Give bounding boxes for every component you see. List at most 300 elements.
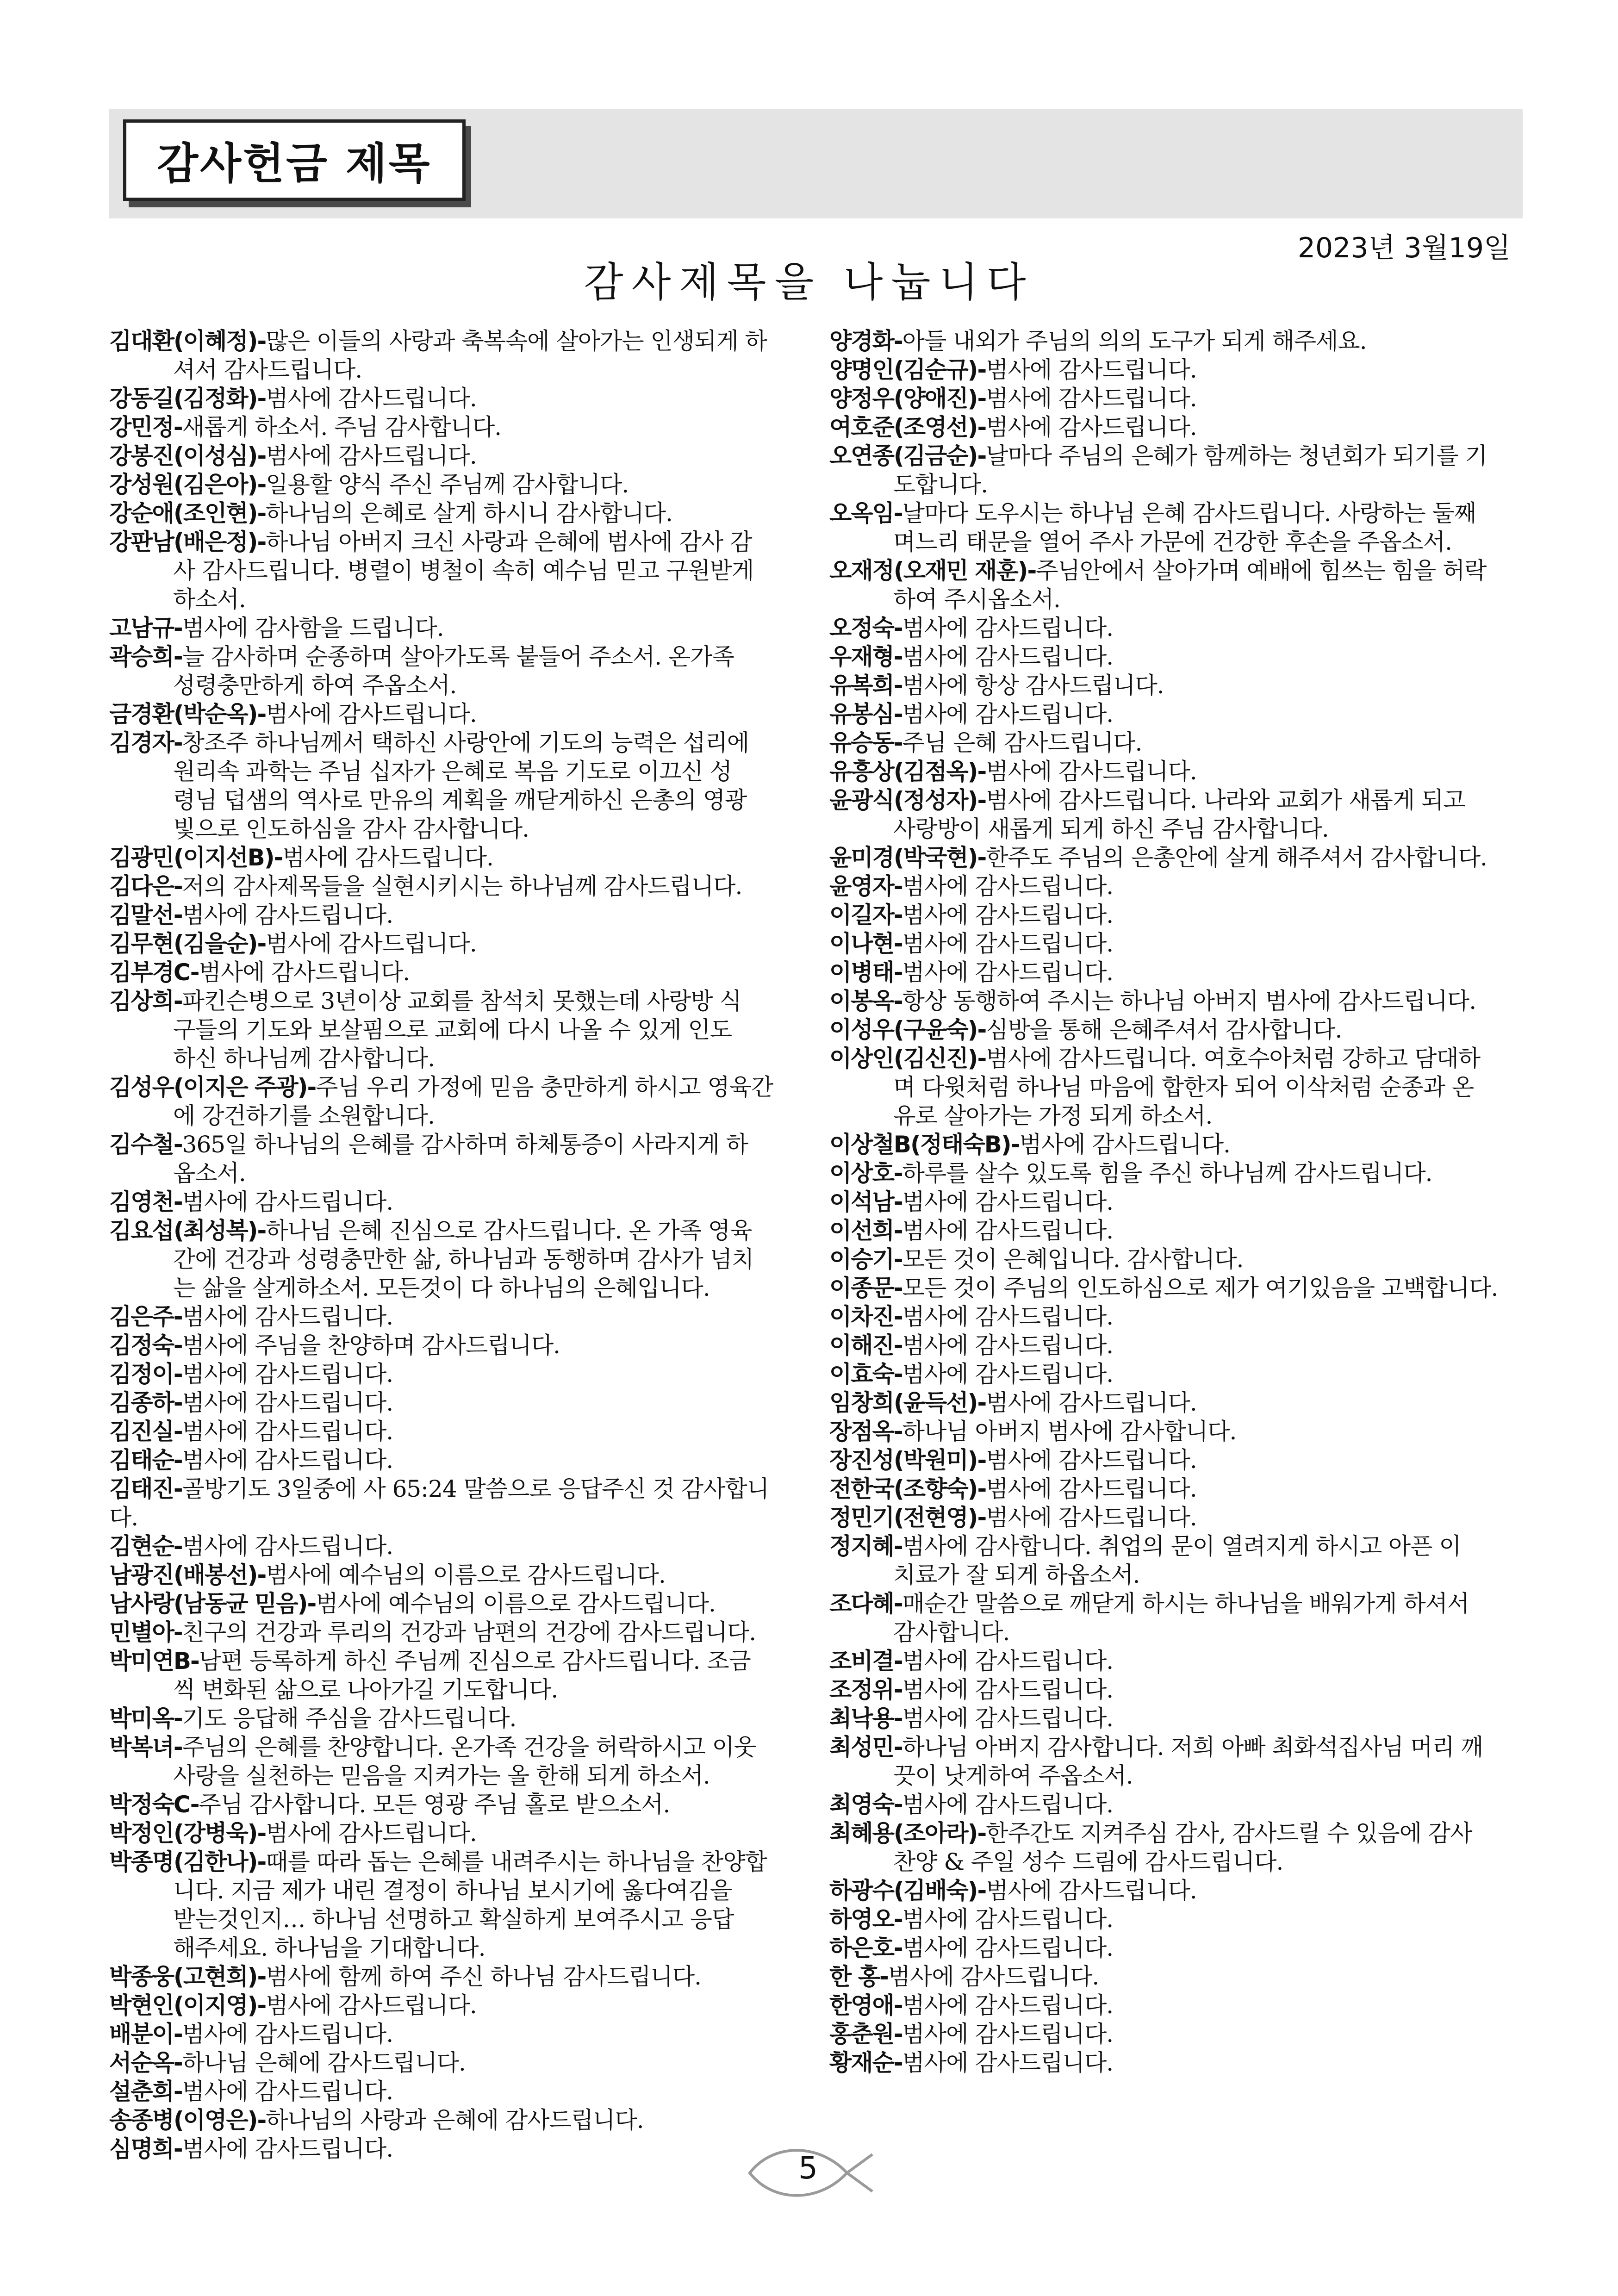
entry bbox=[829, 442, 1524, 499]
entry bbox=[829, 1159, 1524, 1188]
entry-name: 이길자 bbox=[829, 902, 894, 928]
entry bbox=[109, 1647, 785, 1704]
entry bbox=[109, 1991, 785, 2020]
entry-dash: - bbox=[307, 1590, 316, 1617]
entry-name: 박미연B bbox=[109, 1648, 191, 1674]
entry-message-line: 범사에 감사드립니다. bbox=[986, 414, 1197, 441]
entry-dash: - bbox=[173, 1361, 182, 1388]
entry bbox=[109, 1388, 785, 1417]
entry-dash: - bbox=[1027, 557, 1036, 584]
entry-dash: - bbox=[173, 1619, 182, 1646]
entry bbox=[829, 642, 1524, 671]
entry-dash: - bbox=[893, 1992, 902, 2019]
entry bbox=[109, 1589, 785, 1618]
entry-dash: - bbox=[307, 1074, 316, 1101]
entry-name: 전한국(조향숙) bbox=[829, 1475, 977, 1502]
entry-name: 김정이 bbox=[109, 1361, 174, 1388]
entry-message-line: 도합니다. bbox=[893, 471, 988, 498]
page-number: 5 bbox=[798, 2150, 818, 2186]
entry-message-line: 범사에 감사함을 드립니다. bbox=[182, 615, 444, 641]
entry bbox=[829, 1675, 1524, 1704]
entry bbox=[109, 470, 785, 499]
entry-name: 김광민(이지선B) bbox=[109, 844, 274, 871]
entry-message-line: 주님 감사합니다. 모든 영광 주님 홀로 받으소서. bbox=[199, 1791, 670, 1818]
entry-message-line: 성령충만하게 하여 주옵소서. bbox=[173, 672, 457, 699]
entry-dash: - bbox=[257, 2107, 266, 2134]
entry bbox=[829, 327, 1524, 355]
entry bbox=[829, 671, 1524, 700]
entry-dash: - bbox=[173, 615, 182, 641]
entry-name: 강판남(배은정) bbox=[109, 529, 257, 555]
entry-message-line: 범사에 감사드립니다. bbox=[902, 959, 1114, 986]
entry-name: 박현인(이지영) bbox=[109, 1992, 257, 2019]
entry bbox=[829, 1503, 1524, 1532]
entry bbox=[109, 1188, 785, 1216]
entry bbox=[829, 700, 1524, 728]
entry-dash: - bbox=[173, 1418, 182, 1445]
entry-dash: - bbox=[893, 729, 902, 756]
entry-message-line: 범사에 감사드립니다. bbox=[182, 902, 393, 928]
entry bbox=[109, 1475, 785, 1532]
entry-message-line: 하나님의 은혜로 살게 하시니 감사합니다. bbox=[266, 500, 672, 527]
entry bbox=[109, 2048, 785, 2077]
entry-message-line: 범사에 감사드립니다. bbox=[182, 2135, 393, 2162]
entry-dash: - bbox=[893, 902, 902, 928]
entry bbox=[829, 1044, 1524, 1130]
entry bbox=[829, 355, 1524, 384]
entry-dash: - bbox=[173, 1332, 182, 1359]
entry bbox=[829, 2020, 1524, 2048]
entry-message-line: 하나님 은혜 진심으로 감사드립니다. 온 가족 영육 bbox=[266, 1217, 752, 1244]
entry-message-line: 범사에 감사드립니다. bbox=[182, 1418, 393, 1445]
entry-name: 장진성(박원미) bbox=[829, 1447, 977, 1474]
entry-message-line: 범사에 감사드립니다. bbox=[902, 1361, 1114, 1388]
entry-dash: - bbox=[977, 1475, 986, 1502]
entry-dash: - bbox=[893, 1533, 902, 1560]
entry-dash: - bbox=[257, 930, 266, 957]
entry-message-line: 받는것인지… 하나님 선명하고 확실하게 보여주시고 응답 bbox=[173, 1906, 734, 1933]
entry-dash: - bbox=[257, 701, 266, 728]
entry-message-line: 사 감사드립니다. 병렬이 병철이 속히 예수님 믿고 구원받게 bbox=[173, 557, 754, 584]
entry bbox=[829, 958, 1524, 987]
entry-name: 조비결 bbox=[829, 1648, 894, 1674]
entry-message-line: 주님의 은혜를 찬양합니다. 온가족 건강을 허락하시고 이웃 bbox=[182, 1734, 756, 1761]
entry-dash: - bbox=[977, 844, 986, 871]
entry-dash: - bbox=[893, 1303, 902, 1330]
entry-message-line: 범사에 감사드립니다. bbox=[986, 1877, 1197, 1904]
entry-dash: - bbox=[274, 844, 283, 871]
entry-name: 홍춘원 bbox=[829, 2021, 894, 2047]
entry-dash: - bbox=[173, 988, 182, 1014]
entry-dash: - bbox=[977, 758, 986, 785]
entry-name: 이상인(김신진) bbox=[829, 1045, 977, 1072]
entry-message-line: 범사에 감사드립니다. bbox=[266, 442, 477, 469]
entry-message-line: 범사에 감사드립니다. bbox=[986, 1389, 1197, 1416]
entry-message-line: 범사에 감사드립니다. bbox=[902, 615, 1114, 641]
entry-message-line: 범사에 감사드립니다. bbox=[182, 1303, 393, 1330]
entry-dash: - bbox=[977, 1389, 986, 1416]
entry-message-line: 친구의 건강과 루리의 건강과 남편의 건강에 감사드립니다. bbox=[182, 1619, 756, 1646]
entry bbox=[829, 1589, 1524, 1647]
entry-message-line: 모든 것이 주님의 인도하심으로 제가 여기있음을 고백합니다. bbox=[902, 1275, 1498, 1301]
entry-message-line: 범사에 감사드립니다. bbox=[266, 1820, 477, 1847]
entry-message-line: 범사에 감사드립니다. bbox=[182, 1188, 393, 1215]
entry bbox=[109, 1962, 785, 1991]
entry-dash: - bbox=[257, 1562, 266, 1588]
entry bbox=[829, 384, 1524, 413]
entry-message-line: 아들 내외가 주님의 의의 도구가 되게 해주세요. bbox=[902, 328, 1367, 355]
entry-name: 윤광식(정성자) bbox=[829, 787, 977, 814]
entry-dash: - bbox=[190, 1791, 199, 1818]
entry-dash: - bbox=[893, 1361, 902, 1388]
entry-dash: - bbox=[893, 615, 902, 641]
entry-dash: - bbox=[257, 471, 266, 498]
entry bbox=[829, 872, 1524, 901]
entry bbox=[109, 327, 785, 384]
entry bbox=[109, 2134, 785, 2163]
entry-dash: - bbox=[893, 1648, 902, 1674]
entry bbox=[829, 1388, 1524, 1417]
entry-name: 심명희 bbox=[109, 2135, 174, 2162]
entry-dash: - bbox=[977, 442, 986, 469]
entry-message-line: 범사에 감사드립니다. bbox=[266, 1992, 477, 2019]
entry-message-line: 범사에 감사드립니다. bbox=[902, 1935, 1114, 1961]
entry-name: 이해진 bbox=[829, 1332, 894, 1359]
entry-dash: - bbox=[173, 414, 182, 441]
entry-dash: - bbox=[257, 1217, 266, 1244]
entry-dash: - bbox=[173, 2078, 182, 2105]
entry bbox=[829, 413, 1524, 442]
entry bbox=[829, 987, 1524, 1015]
entry-message-line: 범사에 감사드립니다. bbox=[902, 1648, 1114, 1674]
entry bbox=[829, 1819, 1524, 1876]
entry-dash: - bbox=[893, 1676, 902, 1703]
entry-message-line: 옵소서. bbox=[173, 1160, 246, 1187]
entry-dash: - bbox=[893, 1705, 902, 1732]
entry bbox=[109, 1561, 785, 1589]
entry-message-line: 하소서. bbox=[173, 586, 246, 613]
entry-name: 여호준(조영선) bbox=[829, 414, 977, 441]
entry bbox=[109, 1704, 785, 1733]
entry bbox=[829, 728, 1524, 757]
entry-message-line: 범사에 감사드립니다. bbox=[986, 1475, 1197, 1502]
entry-dash: - bbox=[893, 1275, 902, 1301]
page-footer bbox=[741, 2138, 879, 2208]
entry-name: 남사랑(남동균 믿음) bbox=[109, 1590, 307, 1617]
entry-name: 이봉옥 bbox=[829, 988, 894, 1014]
entry-message-line: 365일 하나님의 은혜를 감사하며 하체통증이 사라지게 하 bbox=[182, 1131, 748, 1158]
entry bbox=[829, 1962, 1524, 1991]
entry-name: 이선희 bbox=[829, 1217, 894, 1244]
entry-dash: - bbox=[893, 930, 902, 957]
entry-message-line: 며느리 태문을 열어 주사 가문에 건강한 후손을 주옵소서. bbox=[893, 529, 1452, 555]
entry-dash: - bbox=[893, 1590, 902, 1617]
entry-dash: - bbox=[257, 1820, 266, 1847]
entry-dash: - bbox=[893, 988, 902, 1014]
entry-dash: - bbox=[977, 1447, 986, 1474]
entry-message-line: 범사에 예수님의 이름으로 감사드립니다. bbox=[316, 1590, 716, 1617]
entry-name: 오옥임 bbox=[829, 500, 894, 527]
entry-name: 최성민 bbox=[829, 1734, 894, 1761]
entry bbox=[829, 1876, 1524, 1905]
entry-name: 박미옥 bbox=[109, 1705, 174, 1732]
entry-message-line: 범사에 감사드립니다. bbox=[182, 2078, 393, 2105]
entry-name: 윤미경(박국현) bbox=[829, 844, 977, 871]
entry-message-line: 범사에 감사드립니다. bbox=[902, 2021, 1114, 2047]
entry bbox=[829, 614, 1524, 642]
entry-name: 최혜용(조아라) bbox=[829, 1820, 977, 1847]
entry-dash: - bbox=[257, 328, 266, 355]
entry-dash: - bbox=[173, 1131, 182, 1158]
entry-dash: - bbox=[893, 2021, 902, 2047]
entry-message-line: 범사에 감사드립니다. bbox=[902, 701, 1114, 728]
entry-message-line: 하나님 아버지 크신 사랑과 은혜에 범사에 감사 감 bbox=[266, 529, 752, 555]
entry-dash: - bbox=[173, 902, 182, 928]
entry-name: 이상호 bbox=[829, 1160, 894, 1187]
entry-message-line: 범사에 감사드립니다. bbox=[986, 1447, 1197, 1474]
entry-name: 유복희 bbox=[829, 672, 894, 699]
entry-message-line: 한주간도 지켜주심 감사, 감사드릴 수 있음에 감사 bbox=[986, 1820, 1472, 1847]
entry-name: 조정위 bbox=[829, 1676, 894, 1703]
entry-name: 설춘희 bbox=[109, 2078, 174, 2105]
entry-dash: - bbox=[893, 701, 902, 728]
entry-dash: - bbox=[893, 1418, 902, 1445]
entry-name: 정민기(전현영) bbox=[829, 1504, 977, 1531]
entry bbox=[829, 1216, 1524, 1245]
entry-message-line: 범사에 감사드립니다. bbox=[182, 1389, 393, 1416]
entry-dash: - bbox=[977, 1877, 986, 1904]
entry-name: 김부경C bbox=[109, 959, 190, 986]
entry bbox=[829, 843, 1524, 872]
entry bbox=[829, 1446, 1524, 1475]
entry bbox=[829, 1934, 1524, 1962]
entry-dash: - bbox=[977, 356, 986, 383]
entry-name: 강성원(김은아) bbox=[109, 471, 257, 498]
entry-dash: - bbox=[173, 1734, 182, 1761]
entry-name: 김태순 bbox=[109, 1447, 174, 1474]
entry bbox=[829, 901, 1524, 929]
entry-message-line: 원리속 과학는 주님 십자가 은혜로 복음 기도로 이끄신 성 bbox=[173, 758, 732, 785]
entry-name: 오재정(오재민 재훈) bbox=[829, 557, 1027, 584]
entry-message-line: 하나님 아버지 감사합니다. 저희 아빠 최화석집사님 머리 깨 bbox=[902, 1734, 1483, 1761]
entry-dash: - bbox=[893, 1734, 902, 1761]
entry bbox=[829, 1274, 1524, 1302]
entry-dash: - bbox=[257, 1963, 266, 1990]
entry-name: 김진실 bbox=[109, 1418, 174, 1445]
entry-name: 이차진 bbox=[829, 1303, 894, 1330]
entry bbox=[829, 556, 1524, 614]
entry-message-line: 범사에 감사드립니다. 여호수아처럼 강하고 담대하 bbox=[986, 1045, 1481, 1072]
entry bbox=[109, 700, 785, 728]
entry-message-line: 범사에 감사합니다. 취업의 문이 열려지게 하시고 아픈 이 bbox=[902, 1533, 1461, 1560]
entry bbox=[109, 1417, 785, 1446]
entry-dash: - bbox=[893, 1935, 902, 1961]
entry bbox=[109, 987, 785, 1073]
entry-name: 김무현(김을순) bbox=[109, 930, 257, 957]
entry-message-line: 범사에 감사드립니다. bbox=[182, 1447, 393, 1474]
entry-name: 이석남 bbox=[829, 1188, 894, 1215]
entry-name: 김현순 bbox=[109, 1533, 174, 1560]
entry bbox=[109, 1446, 785, 1475]
entry-message-line: 범사에 감사드립니다. bbox=[199, 959, 410, 986]
entry bbox=[109, 642, 785, 700]
entry bbox=[109, 1331, 785, 1360]
entry-message-line: 범사에 감사드립니다. 나라와 교회가 새롭게 되고 bbox=[986, 787, 1465, 814]
entry-name: 이병태 bbox=[829, 959, 894, 986]
entry-message-line: 범사에 감사드립니다. bbox=[902, 873, 1114, 900]
entry-message-line: 범사에 감사드립니다. bbox=[986, 356, 1197, 383]
entry-dash: - bbox=[977, 1016, 986, 1043]
entry bbox=[109, 442, 785, 470]
entry-message-line: 사랑을 실천하는 믿음을 지켜가는 올 한해 되게 하소서. bbox=[173, 1762, 710, 1789]
entry-name: 하영오 bbox=[829, 1906, 894, 1933]
entry-message-line: 범사에 예수님의 이름으로 감사드립니다. bbox=[266, 1562, 666, 1588]
entry-dash: - bbox=[173, 1389, 182, 1416]
entry bbox=[109, 1618, 785, 1647]
entry-message-line: 니다. 지금 제가 내린 결정이 하나님 보시기에 옳다여김을 bbox=[173, 1877, 732, 1904]
entry-message-line: 범사에 감사드립니다. bbox=[1019, 1131, 1230, 1158]
entry-name: 송종병(이영은) bbox=[109, 2107, 257, 2134]
entry bbox=[829, 1475, 1524, 1503]
entry-message-line: 주님 우리 가정에 믿음 충만하게 하시고 영육간 bbox=[316, 1074, 773, 1101]
entry-name: 최영숙 bbox=[829, 1791, 894, 1818]
entry-message-line: 유로 살아가는 가정 되게 하소서. bbox=[893, 1102, 1213, 1129]
entry-message-line: 항상 동행하여 주시는 하나님 아버지 범사에 감사드립니다. bbox=[902, 988, 1476, 1014]
subtitle: 감사제목을 나눕니다 bbox=[584, 258, 1034, 306]
entry-dash: - bbox=[257, 385, 266, 412]
entry bbox=[829, 1790, 1524, 1819]
entry-message-line: 령님 덥샘의 역사로 만유의 계획을 깨닫게하신 은총의 영광 bbox=[173, 787, 747, 814]
entry-name: 유흥상(김점옥) bbox=[829, 758, 977, 785]
entry bbox=[829, 757, 1524, 786]
entry-name: 이상철B(정태숙B) bbox=[829, 1131, 1011, 1158]
entry bbox=[109, 499, 785, 528]
entry-dash: - bbox=[893, 1332, 902, 1359]
entry bbox=[829, 1331, 1524, 1360]
entry-name: 김종하 bbox=[109, 1389, 174, 1416]
entry-dash: - bbox=[893, 328, 902, 355]
entry-name: 배분이 bbox=[109, 2021, 174, 2047]
entry-dash: - bbox=[173, 873, 182, 900]
entry-name: 김다은 bbox=[109, 873, 174, 900]
entry bbox=[829, 1130, 1524, 1159]
entry-name: 김태진 bbox=[109, 1475, 174, 1502]
entry-dash: - bbox=[173, 1475, 182, 1502]
entry-message-line: 주님안에서 살아가며 예배에 힘쓰는 힘을 허락 bbox=[1036, 557, 1487, 584]
entry bbox=[109, 1790, 785, 1819]
entry-message-line: 창조주 하나님께서 택하신 사랑안에 기도의 능력은 섭리에 bbox=[182, 729, 749, 756]
entry-message-line: 저의 감사제목들을 실현시키시는 하나님께 감사드립니다. bbox=[182, 873, 742, 900]
date: 2023년 3월19일 bbox=[1297, 232, 1511, 264]
entry-name: 이나현 bbox=[829, 930, 894, 957]
entry-message-line: 범사에 감사드립니다. bbox=[182, 1361, 393, 1388]
entry-dash: - bbox=[173, 729, 182, 756]
entry bbox=[109, 2106, 785, 2134]
entry-dash: - bbox=[173, 1533, 182, 1560]
entry bbox=[829, 1360, 1524, 1388]
entry-message-line: 범사에 감사드립니다. bbox=[266, 930, 477, 957]
entry-dash: - bbox=[977, 787, 986, 814]
entry-dash: - bbox=[173, 1447, 182, 1474]
entry-message-line: 구들의 기도와 보살핌으로 교회에 다시 나올 수 있게 인도 bbox=[173, 1016, 732, 1043]
entry-name: 고남규 bbox=[109, 615, 174, 641]
entry-name: 김영천 bbox=[109, 1188, 174, 1215]
entry bbox=[829, 1532, 1524, 1589]
right-column bbox=[829, 327, 1524, 2077]
entry-message-line: 범사에 감사드립니다. bbox=[902, 1791, 1114, 1818]
entry-name: 박정숙C bbox=[109, 1791, 190, 1818]
entry-name: 윤영자 bbox=[829, 873, 894, 900]
entry-name: 양경화 bbox=[829, 328, 894, 355]
entry bbox=[829, 499, 1524, 556]
entry-dash: - bbox=[190, 1648, 199, 1674]
entry-message-line: 일용할 양식 주신 주님께 감사합니다. bbox=[266, 471, 629, 498]
entry bbox=[109, 1848, 785, 1962]
entry-name: 한 홍 bbox=[829, 1963, 880, 1990]
entry bbox=[829, 1302, 1524, 1331]
entry-name: 김대환(이혜정) bbox=[109, 328, 257, 355]
entry-message-line: 범사에 감사드립니다. bbox=[902, 930, 1114, 957]
entry-name: 박종웅(고현희) bbox=[109, 1963, 257, 1990]
entry-message-line: 범사에 감사드립니다. bbox=[986, 385, 1197, 412]
entry bbox=[109, 901, 785, 929]
entry-name: 오정숙 bbox=[829, 615, 894, 641]
entry-message-line: 늘 감사하며 순종하며 살아가도록 붙들어 주소서. 온가족 bbox=[182, 643, 734, 670]
entry bbox=[829, 1733, 1524, 1790]
entry-message-line: 범사에 감사드립니다. bbox=[902, 1705, 1114, 1732]
entry-name: 유승동 bbox=[829, 729, 894, 756]
entry bbox=[109, 929, 785, 958]
entry-message-line: 범사에 주님을 찬양하며 감사드립니다. bbox=[182, 1332, 560, 1359]
entry-name: 금경환(박순옥) bbox=[109, 701, 257, 728]
entry-dash: - bbox=[173, 643, 182, 670]
entry-name: 강민정 bbox=[109, 414, 174, 441]
entry-name: 박종명(김한나) bbox=[109, 1848, 257, 1875]
entry-message-line: 씩 변화된 삶으로 나아가길 기도합니다. bbox=[173, 1676, 558, 1703]
entry-name: 이효숙 bbox=[829, 1361, 894, 1388]
entry-message-line: 범사에 감사드립니다. bbox=[986, 1504, 1197, 1531]
entry-name: 양정우(양애진) bbox=[829, 385, 977, 412]
entry-name: 임창희(윤득선) bbox=[829, 1389, 977, 1416]
entry-message-line: 범사에 감사드립니다. bbox=[902, 1906, 1114, 1933]
entry-message-line: 범사에 항상 감사드립니다. bbox=[902, 672, 1164, 699]
entry-message-line: 찬양 & 주일 성수 드림에 감사드립니다. bbox=[893, 1848, 1283, 1875]
entry-dash: - bbox=[173, 2021, 182, 2047]
entry-name: 하은호 bbox=[829, 1935, 894, 1961]
entry-name: 김경자 bbox=[109, 729, 174, 756]
entry-message-line: 범사에 감사드립니다. bbox=[266, 385, 477, 412]
entry-name: 하광수(김배숙) bbox=[829, 1877, 977, 1904]
entry-message-line: 날마다 주님의 은혜가 함께하는 청년회가 되기를 기 bbox=[986, 442, 1487, 469]
entry-dash: - bbox=[893, 1791, 902, 1818]
entry-message-line: 때를 따라 돕는 은혜를 내려주시는 하나님을 찬양합 bbox=[266, 1848, 767, 1875]
entry-dash: - bbox=[893, 500, 902, 527]
entry-dash: - bbox=[257, 529, 266, 555]
entry-dash: - bbox=[190, 959, 199, 986]
entry bbox=[829, 1015, 1524, 1044]
entry-name: 장점옥 bbox=[829, 1418, 894, 1445]
left-column bbox=[109, 327, 785, 2163]
entry-name: 오연종(김금순) bbox=[829, 442, 977, 469]
entry-dash: - bbox=[173, 2049, 182, 2076]
entry bbox=[109, 1733, 785, 1790]
entry-message-line: 골방기도 3일중에 사 65:24 말씀으로 응답주신 것 감사합니다. bbox=[109, 1475, 769, 1531]
entry-message-line: 매순간 말씀으로 깨닫게 하시는 하나님을 배워가게 하셔서 bbox=[902, 1590, 1469, 1617]
entry-name: 이승기 bbox=[829, 1246, 894, 1273]
entry-name: 한영애 bbox=[829, 1992, 894, 2019]
entry-dash: - bbox=[257, 1848, 266, 1875]
entry-name: 정지혜 bbox=[829, 1533, 894, 1560]
